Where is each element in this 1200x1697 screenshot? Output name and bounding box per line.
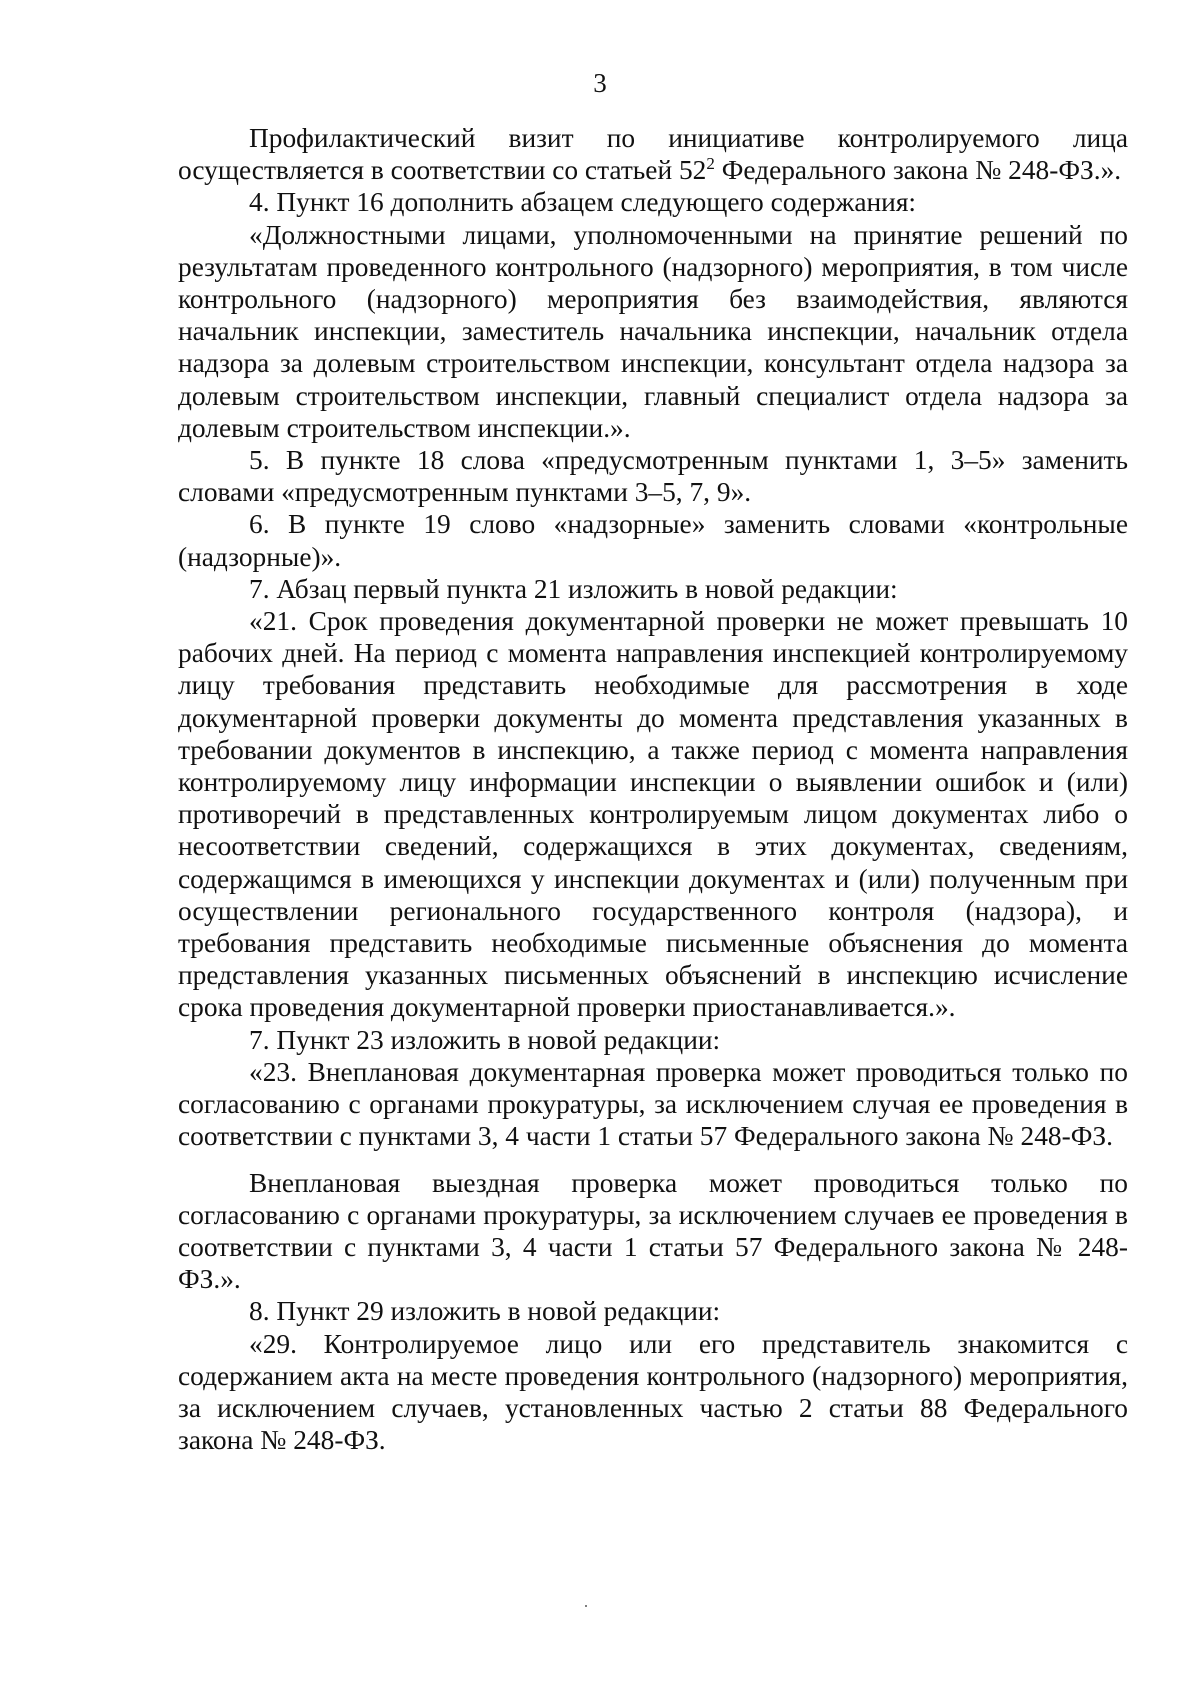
paragraph-item-6: 6. В пункте 19 слово «надзорные» заменить словами «контрольные (надзорные)». (178, 509, 1128, 572)
paragraph-item-7a-quote: «21. Срок проведения документарной проверки не может превышать 10 рабочих дней. На период с момента направления инспекцией контролируемому лицу требования представить необходимые для рассмотрения в ходе документарной проверки документы до момента представления указанных в требовании документов в инспекцию, а также период с момента направления контролируемому лицу информации инспекции о выявлении ошибок и (или) противоречий в представленных контролируемым лицом документах либо о несоответствии сведений, содержащихся в этих документах, сведениям, содержащимся в имеющихся у инспекции документах и (или) полученным при осуществлении регионального государственного контроля (надзора), и требования представить необходимые письменные объяснения до момента представления указанных письменных объяснений в инспекцию исчисление срока проведения документарной проверки приостанавливается.». (178, 606, 1128, 1023)
paragraph-item-7b-quote: «23. Внеплановая документарная проверка может проводиться только по согласованию с органами прокуратуры, за исключением случая ее проведения в соответствии с пунктами 3, 4 части 1 статьи 57 Федерального закона № 248-ФЗ. (178, 1056, 1128, 1152)
paragraph-item-8-quote: «29. Контролируемое лицо или его представитель знакомится с содержанием акта на месте проведения контрольного (надзорного) мероприятия, за исключением случаев, установленных частью 2 статьи 88 Федерального закона № 248-ФЗ. (178, 1328, 1128, 1456)
paragraph-item-4: 4. Пункт 16 дополнить абзацем следующего содержания: (249, 187, 917, 218)
paragraph-item-5: 5. В пункте 18 слова «предусмотренным пунктами 1, 3–5» заменить словами «предусмотренным пунктами 3–5, 7, 9». (178, 445, 1128, 508)
paragraph-text: Профилактический визит по инициативе контролируемого лица осуществляется в соответствии со статьей 52 (178, 123, 1128, 186)
document-body (178, 122, 1128, 1456)
paragraph-item-7b: 7. Пункт 23 изложить в новой редакции: (249, 1024, 721, 1055)
paragraph-item-4-quote: «Должностными лицами, уполномоченными на принятие решений по результатам проведенного контрольного (надзорного) мероприятия, в том числе контрольного (надзорного) мероприятия без взаимодействия, являются начальник инспекции, заместитель начальника инспекции, начальник отдела надзора за долевым строительством инспекции, консультант отдела надзора за долевым строительством инспекции, главный специалист отдела надзора за долевым строительством инспекции.». (178, 219, 1128, 443)
paragraph-item-7b-quote-cont: Внеплановая выездная проверка может проводиться только по согласованию с органами прокуратуры, за исключением случаев ее проведения в соответствии с пунктами 3, 4 части 1 статьи 57 Федерального закона № 248-ФЗ.». (178, 1167, 1128, 1295)
page-number: 3 (593, 68, 607, 98)
paragraph-prophylactic-visit (178, 122, 1128, 186)
scan-speck (585, 1605, 587, 1607)
paragraph-text-tail: Федерального закона № 248-ФЗ.». (714, 155, 1122, 186)
superscript-index: 2 (706, 154, 715, 174)
paragraph-item-7a: 7. Абзац первый пункта 21 изложить в новой редакции: (249, 573, 898, 604)
paragraph-item-8: 8. Пункт 29 изложить в новой редакции: (249, 1296, 721, 1327)
